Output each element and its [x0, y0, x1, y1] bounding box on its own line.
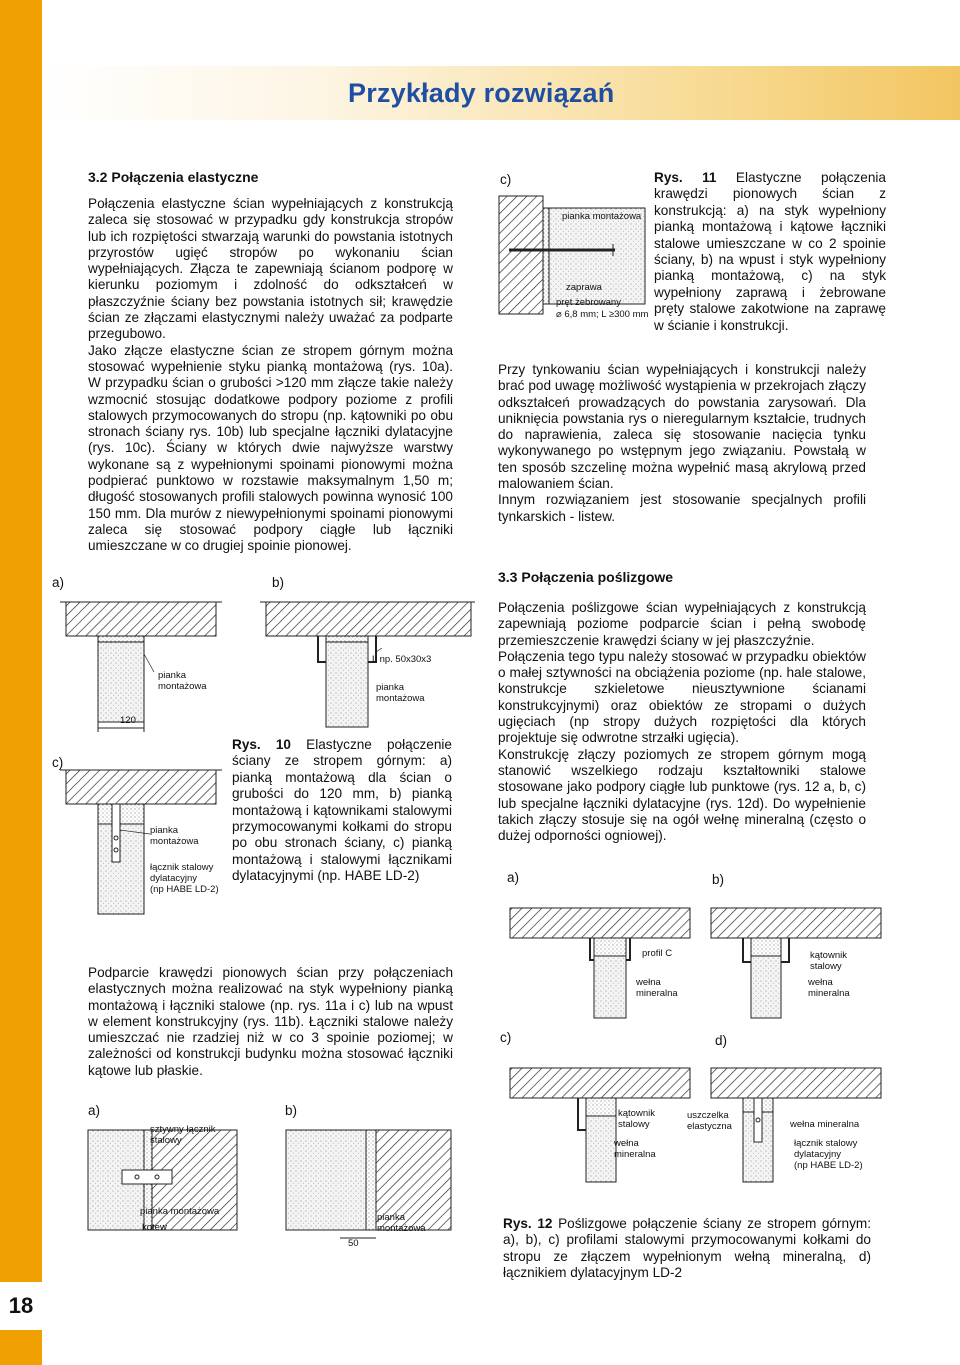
figbottom-a-rigid-label: sztywny łącznik stalowy: [150, 1124, 216, 1146]
fig10b-drawing: [260, 592, 475, 732]
figbottom-a-dowel-label: kotew: [142, 1222, 167, 1233]
fig11-label-c: c): [500, 172, 512, 187]
fig10b-angle-label: L np. 50x30x3: [372, 654, 432, 665]
figbottom-label-b: b): [285, 1103, 298, 1118]
paragraph: Połączenia elastyczne ścian wypełniających z konstrukcją zaleca się stosować w przypadku gdy konstrukcja stropów lub ich rozpiętości stwarzają warunki do powstania istotnych przyrostów ugięć stropów po wykonaniu ścian wypełniających. Złącza te zapewniają ścianom podporę w kierunku poziomym i zdolność do odkształceń w płaszczyźnie ściany bez powstania istotnych sił; krawędzie ścian ze złączami elastycznymi należy uważać za podparte przegubowo.: [88, 196, 453, 342]
fig11c-rebar-label: pręt żebrowany: [556, 297, 621, 308]
right-text: [498, 362, 866, 525]
left-bottom-paragraph: Podparcie krawędzi pionowych ścian przy połączeniach elastycznych można realizować na styk wypełniony pianką montażową i łączniki stalowe (np. rys. 11a i c) lub na wpust w element konstrukcyjny (rys. 11b). Łączniki stalowe należy umieszczać nie rzadziej niż w co 3 spoinie poziomej; w zależności od konstrukcji budynku można stosować łączniki kątowe lub płaskie.: [88, 965, 453, 1078]
fig12a-wool-label: wełna mineralna: [636, 977, 678, 999]
fig10c-connector-label: łącznik stalowy dylatacyjny (np HABE LD-2): [150, 862, 219, 895]
paragraph: Przy tynkowaniu ścian wypełniających i konstrukcji należy brać pod uwagę możliwość wystąpienia w przekrojach złączy odkształceń prowadzących do powstania zarysowań. Dla uniknięcia powstania rys o nieregularnym kształcie, trudnych do naprawienia, zaleca się stosowanie nacięcia tynku wykonywanego po wstępnym jego związaniu. Powstałą w ten sposób szczelinę można wypełnić masą akrylową przed malowaniem ścian.: [498, 362, 866, 492]
fig11-caption: [654, 170, 886, 334]
section-3-2-text: [88, 196, 453, 555]
fig11-caption-text: Elastyczne połączenia krawędzi pionowych ścian z konstrukcją: a) na styk wypełniony pianką montażową i kątowe łączniki stalowe umieszczane w co 2 spoinie ściany, b) na wpust i styk wypełniony pianką montażową, c) na styk wypełniony zaprawą i żebrowane pręty stalowe zakotwione na zaprawę w ścianie i konstrukcji.: [654, 170, 886, 333]
fig10-label-a: a): [52, 575, 65, 590]
fig10-caption: [232, 737, 452, 885]
fig12-caption-number: Rys. 12: [503, 1216, 553, 1231]
figbottom-b-dim-label: 50: [348, 1238, 359, 1249]
fig12d-seal-label: uszczelka elastyczna: [687, 1110, 732, 1132]
paragraph: Jako złącze elastyczne ścian ze stropem górnym można stosować wypełnienie styku pianką montażową (rys. 10a). W przypadku ścian o grubości >120 mm złącze takie należy wzmocnić stosując dodatkowe podpory poziome z profili stalowych przymocowanych do stropu (np. kątowniki po obu stronach ściany rys. 10b) lub specjalne łączniki dylatacyjne (rys. 10c). Ściany w których dwie najwyższe warstwy wykonane są z wypełnionymi spoinami pionowymi można podpierać punktowo w rozstawie maksymalnym 1,50 m; długość stosowanych profili stalowych powinna wynosić 100 150 mm. Dla murów z niewypełnionymi spoinami pionowymi zaleca się stosować podpory ciągłe lub łączniki umieszczane w co drugiej spoinie pionowej.: [88, 342, 453, 554]
fig10-label-b: b): [272, 575, 285, 590]
fig12c-drawing: [500, 1060, 700, 1185]
figbottom-label-a: a): [88, 1103, 101, 1118]
fig11c-foam-label: pianka montażowa: [562, 211, 642, 222]
fig12-label-a: a): [507, 870, 520, 885]
fig10-caption-text: Elastyczne połączenie ściany ze stropem górnym: a) pianką montażową dla ścian o grubości do 120 mm, b) pianką montażową i kątownikami stalowymi przymocowanymi kołkami do stropu po obu stronach ściany, c) pianką montażową i stalowymi łącznikami dylatacyjnymi (np. HABE LD-2): [232, 737, 452, 884]
fig12-label-b: b): [712, 872, 725, 887]
fig12-caption: [503, 1216, 871, 1282]
fig10a-foam-label: pianka montażowa: [158, 670, 207, 692]
fig10b-foam-label: pianka montażowa: [376, 682, 425, 704]
fig12a-drawing: [500, 900, 700, 1020]
page-title: Przykłady rozwiązań: [348, 78, 615, 108]
paragraph: Innym rozwiązaniem jest stosowanie specjalnych profili tynkarskich - listew.: [498, 492, 866, 524]
fig10c-foam-label: pianka montażowa: [150, 825, 199, 847]
fig12c-angle-label: kątownik stalowy: [618, 1108, 655, 1130]
fig12b-wool-label: wełna mineralna: [808, 977, 850, 999]
fig12b-drawing: [705, 900, 885, 1020]
orange-sidebar: [0, 0, 42, 1365]
section-heading-3-3: 3.3 Połączenia poślizgowe: [498, 569, 674, 585]
figbottom-b-drawing: [280, 1120, 455, 1250]
page-number: 18: [0, 1282, 42, 1330]
fig10-label-c: c): [52, 755, 64, 770]
fig12c-wool-label: wełna mineralna: [614, 1138, 656, 1160]
fig10a-drawing: [50, 592, 230, 742]
fig10-caption-number: Rys. 10: [232, 737, 291, 752]
figbottom-a-foam-label: pianka montażowa: [140, 1206, 220, 1217]
fig12-label-c: c): [500, 1030, 512, 1045]
fig11c-rebar-dim: ⌀ 6,8 mm; L ≥300 mm: [556, 309, 649, 320]
fig12-caption-text: Poślizgowe połączenie ściany ze stropem górnym: a), b), c) profilami stalowymi przymocowanymi kołkami do stropu ze złączem wypełnionym wełną mineralną, d) łącznikiem dylatacyjnym LD-2: [503, 1216, 871, 1281]
section-heading-3-2: 3.2 Połączenia elastyczne: [88, 169, 259, 185]
fig12a-profile-label: profil C: [642, 948, 673, 959]
section-3-3-text: [498, 600, 866, 844]
paragraph: Konstrukcję złączy poziomych ze stropem górnym mogą stanowić wszelkiego rodzaju kształtowniki stalowe stosowane jako podpory ciągłe lub punktowe (rys. 12 a, b, c) lub specjalne łączniki dylatacyjne (rys. 12d). Do wypełnienie takich złączy stosuje się na ogół wełnę mineralną (często o dużej odporności ogniowej).: [498, 746, 866, 844]
figbottom-b-foam-label: pianka montażowa: [377, 1212, 426, 1234]
fig12-label-d: d): [715, 1033, 728, 1048]
paragraph: Połączenia poślizgowe ścian wypełniających z konstrukcją zapewniają poziome podparcie ścian i pełną swobodę przemieszczenie krawędzi ściany w jej płaszczyźnie.: [498, 600, 866, 648]
fig11c-mortar-label: zaprawa: [566, 282, 602, 293]
fig10a-dim-label: 120: [120, 715, 136, 726]
fig12d-wool-label: wełna mineralna: [790, 1119, 860, 1130]
fig12b-angle-label: kątownik stalowy: [810, 950, 847, 972]
fig11-caption-number: Rys. 11: [654, 170, 717, 185]
fig12d-connector-label: łącznik stalowy dylatacyjny (np HABE LD-2): [794, 1138, 863, 1171]
paragraph: Połączenia tego typu należy stosować w przypadku obiektów o małej sztywności na obciążenia poziome (np. hale stalowe, konstrukcje szkieletowe nieusztywnione ścianami konstrukcyjnymi) oraz obiektów ze stropami o dużych ugięciach (np stropy dużych rozpiętości dla których projektuje się odwrotne strzałki ugięcia).: [498, 648, 866, 746]
